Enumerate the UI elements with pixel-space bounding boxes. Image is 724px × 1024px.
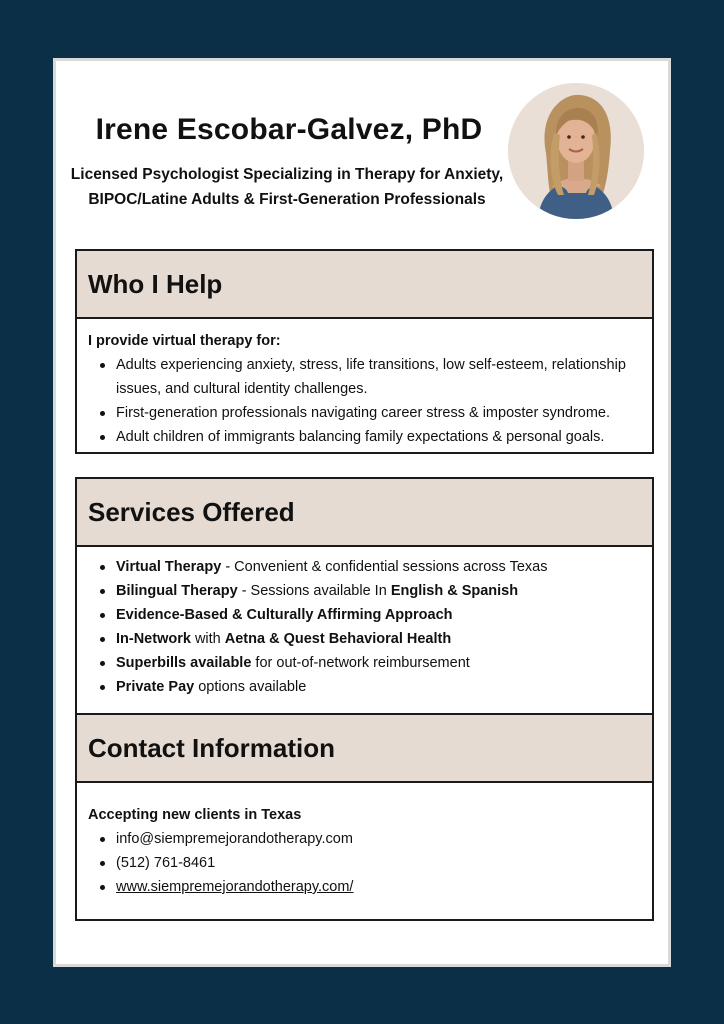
services-body — [77, 547, 652, 707]
contact-body — [77, 783, 652, 907]
service-item-in-network: In-Network with Aetna & Quest Behavioral Health — [88, 627, 640, 651]
flyer-sheet — [53, 58, 671, 967]
contact-section — [75, 713, 654, 921]
therapist-name: Irene Escobar-Galvez, PhD — [95, 113, 483, 146]
who-i-help-list — [88, 353, 640, 449]
portrait-illustration — [508, 83, 644, 219]
profile-photo — [508, 83, 644, 219]
list-item: Adult children of immigrants balancing family expectations & personal goals. — [88, 425, 640, 449]
who-i-help-intro: I provide virtual therapy for: — [88, 333, 281, 349]
who-i-help-section — [75, 249, 654, 454]
service-item-bilingual: Bilingual Therapy - Sessions available In English & Spanish — [88, 579, 640, 603]
services-list — [88, 555, 640, 699]
contact-email[interactable]: info@siempremejorandotherapy.com — [88, 827, 640, 851]
list-item: First-generation professionals navigating career stress & imposter syndrome. — [88, 401, 640, 425]
who-i-help-heading: Who I Help — [77, 251, 652, 319]
services-section — [75, 477, 654, 715]
services-heading: Services Offered — [77, 479, 652, 547]
contact-website — [88, 875, 640, 899]
service-item-approach: Evidence-Based & Culturally Affirming Approach — [88, 603, 640, 627]
list-item: Adults experiencing anxiety, stress, life transitions, low self-esteem, relationship issues, and cultural identity challenges. — [88, 353, 640, 401]
contact-intro: Accepting new clients in Texas — [88, 807, 302, 823]
service-item-superbills: Superbills available for out-of-network reimbursement — [88, 651, 640, 675]
website-link[interactable]: www.siempremejorandotherapy.com/ — [116, 879, 354, 895]
who-i-help-body — [77, 319, 652, 457]
service-item-virtual: Virtual Therapy - Convenient & confidential sessions across Texas — [88, 555, 640, 579]
therapist-subtitle: Licensed Psychologist Specializing in Therapy for Anxiety, BIPOC/Latine Adults & First-Generation Professionals — [70, 166, 504, 208]
contact-phone[interactable]: (512) 761-8461 — [88, 851, 640, 875]
contact-list — [88, 827, 640, 899]
contact-heading: Contact Information — [77, 715, 652, 783]
service-item-private-pay: Private Pay options available — [88, 675, 640, 699]
